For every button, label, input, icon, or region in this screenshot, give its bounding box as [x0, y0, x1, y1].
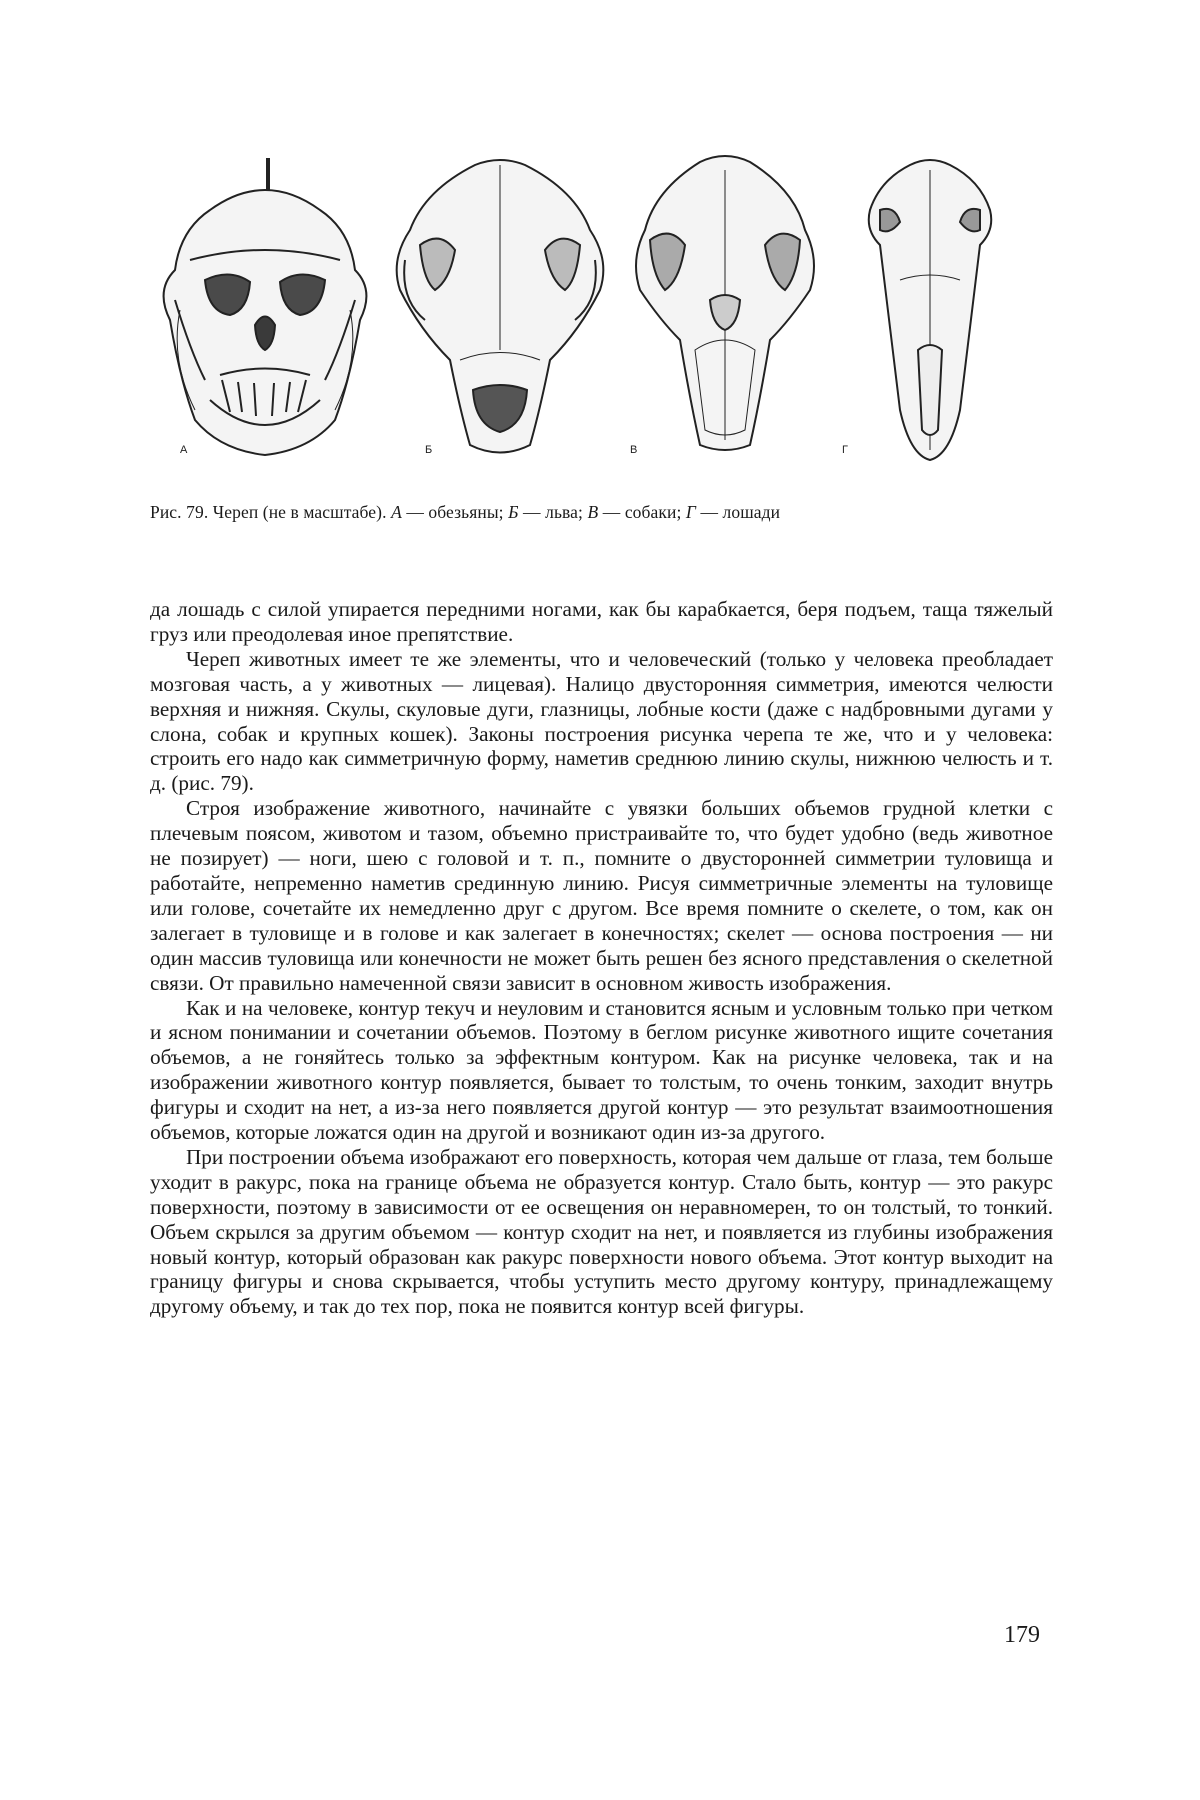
skull-label-g: Г: [842, 444, 848, 456]
caption-text-g: — лошади: [695, 502, 781, 522]
paragraph-continuation: да лошадь с силой упирается передними ногами, как бы карабкается, беря подъем, таща тяжелый груз или преодолевая иное препятствие.: [150, 597, 1053, 646]
body-text: [150, 597, 1053, 1319]
paragraph: Как и на человеке, контур текуч и неуловим и становится ясным и условным только при четком и ясном понимании и сочетании объемов. Поэтому в беглом рисунке животного ищите сочетания объемов, а не гоняйтесь только за эффектным контуром. Как на рисунке человека, так и на изображении животного контур появляется, бывает то толстым, то очень тонким, заходит внутрь фигуры и сходит на нет, а из-за него появляется другой контур — это результат взаимоотношения объемов, которые ложатся один на другой и возникают один из-за другого.: [150, 995, 1053, 1145]
skull-label-a: А: [180, 444, 188, 456]
lion-skull-illustration: [385, 150, 615, 470]
paragraph: Строя изображение животного, начинайте с увязки больших объемов грудной клетки с плечевым поясом, животом и тазом, объемно пристраивайте то, что будет удобно (ведь животное не позирует) — ноги, шею с головой и т. п., помните о двусторонней симметрии туловища и работайте, непременно наметив срединную линию. Рисуя симметричные элементы на туловище или голове, сочетайте их немедленно друг с другом. Все время помните о скелете, о том, как он залегает в туловище и в голове и как залегает в конечностях; скелет — основа построения — ни один массив туловища или конечности не может быть решен без ясного представления о скелетной связи. От правильно намеченной связи зависит в основном живость изображения.: [150, 796, 1053, 995]
figure-caption: [150, 502, 1030, 523]
caption-letter-b: Б: [508, 502, 519, 522]
skull-label-b: Б: [425, 444, 433, 456]
caption-letter-a: А: [391, 502, 402, 522]
caption-text-b: — льва;: [518, 502, 588, 522]
page-number: 179: [1004, 1622, 1040, 1648]
caption-letter-v: В: [587, 502, 599, 522]
ape-skull-illustration: [150, 150, 380, 470]
paragraph: Череп животных имеет те же элементы, что и человеческий (только у человека преобладает мозговая часть, а у животных — лицевая). Налицо двусторонняя симметрия, имеются челюсти верхняя и нижняя. Скулы, скуловые дуги, глазницы, лобные кости (даже с надбровными дугами у слона, собак и крупных кошек). Законы построения рисунка черепа те же, что и у человека: строить его надо как симметричную форму, наметив среднюю линию скулы, нижнюю челюсть и т. д. (рис. 79).: [150, 646, 1053, 796]
dog-skull-illustration: [620, 150, 830, 470]
skull-label-v: В: [630, 444, 638, 456]
caption-text-v: — собаки;: [598, 502, 686, 522]
caption-prefix: Рис. 79. Череп (не в масштабе).: [150, 502, 392, 522]
figure-79-skulls: [150, 150, 1050, 470]
paragraph: При построении объема изображают его поверхность, которая чем дальше от глаза, тем больше уходит в ракурс, пока на границе объема не образуется контур. Стало быть, контур — это ракурс поверхности, поэтому в зависимости от ее освещения он неравномерен, то он толстый, то тонкий. Объем скрылся за другим объемом — контур сходит на нет, и появляется из глубины изображения новый контур, который образован как ракурс поверхности нового объема. Этот контур выходит на границу фигуры и снова скрывается, чтобы уступить место другому контуру, принадлежащему другому объему, и так до тех пор, пока не появится контур всей фигуры.: [150, 1144, 1053, 1319]
caption-letter-g: Г: [685, 502, 696, 522]
caption-text-a: — обезьяны;: [401, 502, 509, 522]
horse-skull-illustration: [840, 150, 1020, 470]
